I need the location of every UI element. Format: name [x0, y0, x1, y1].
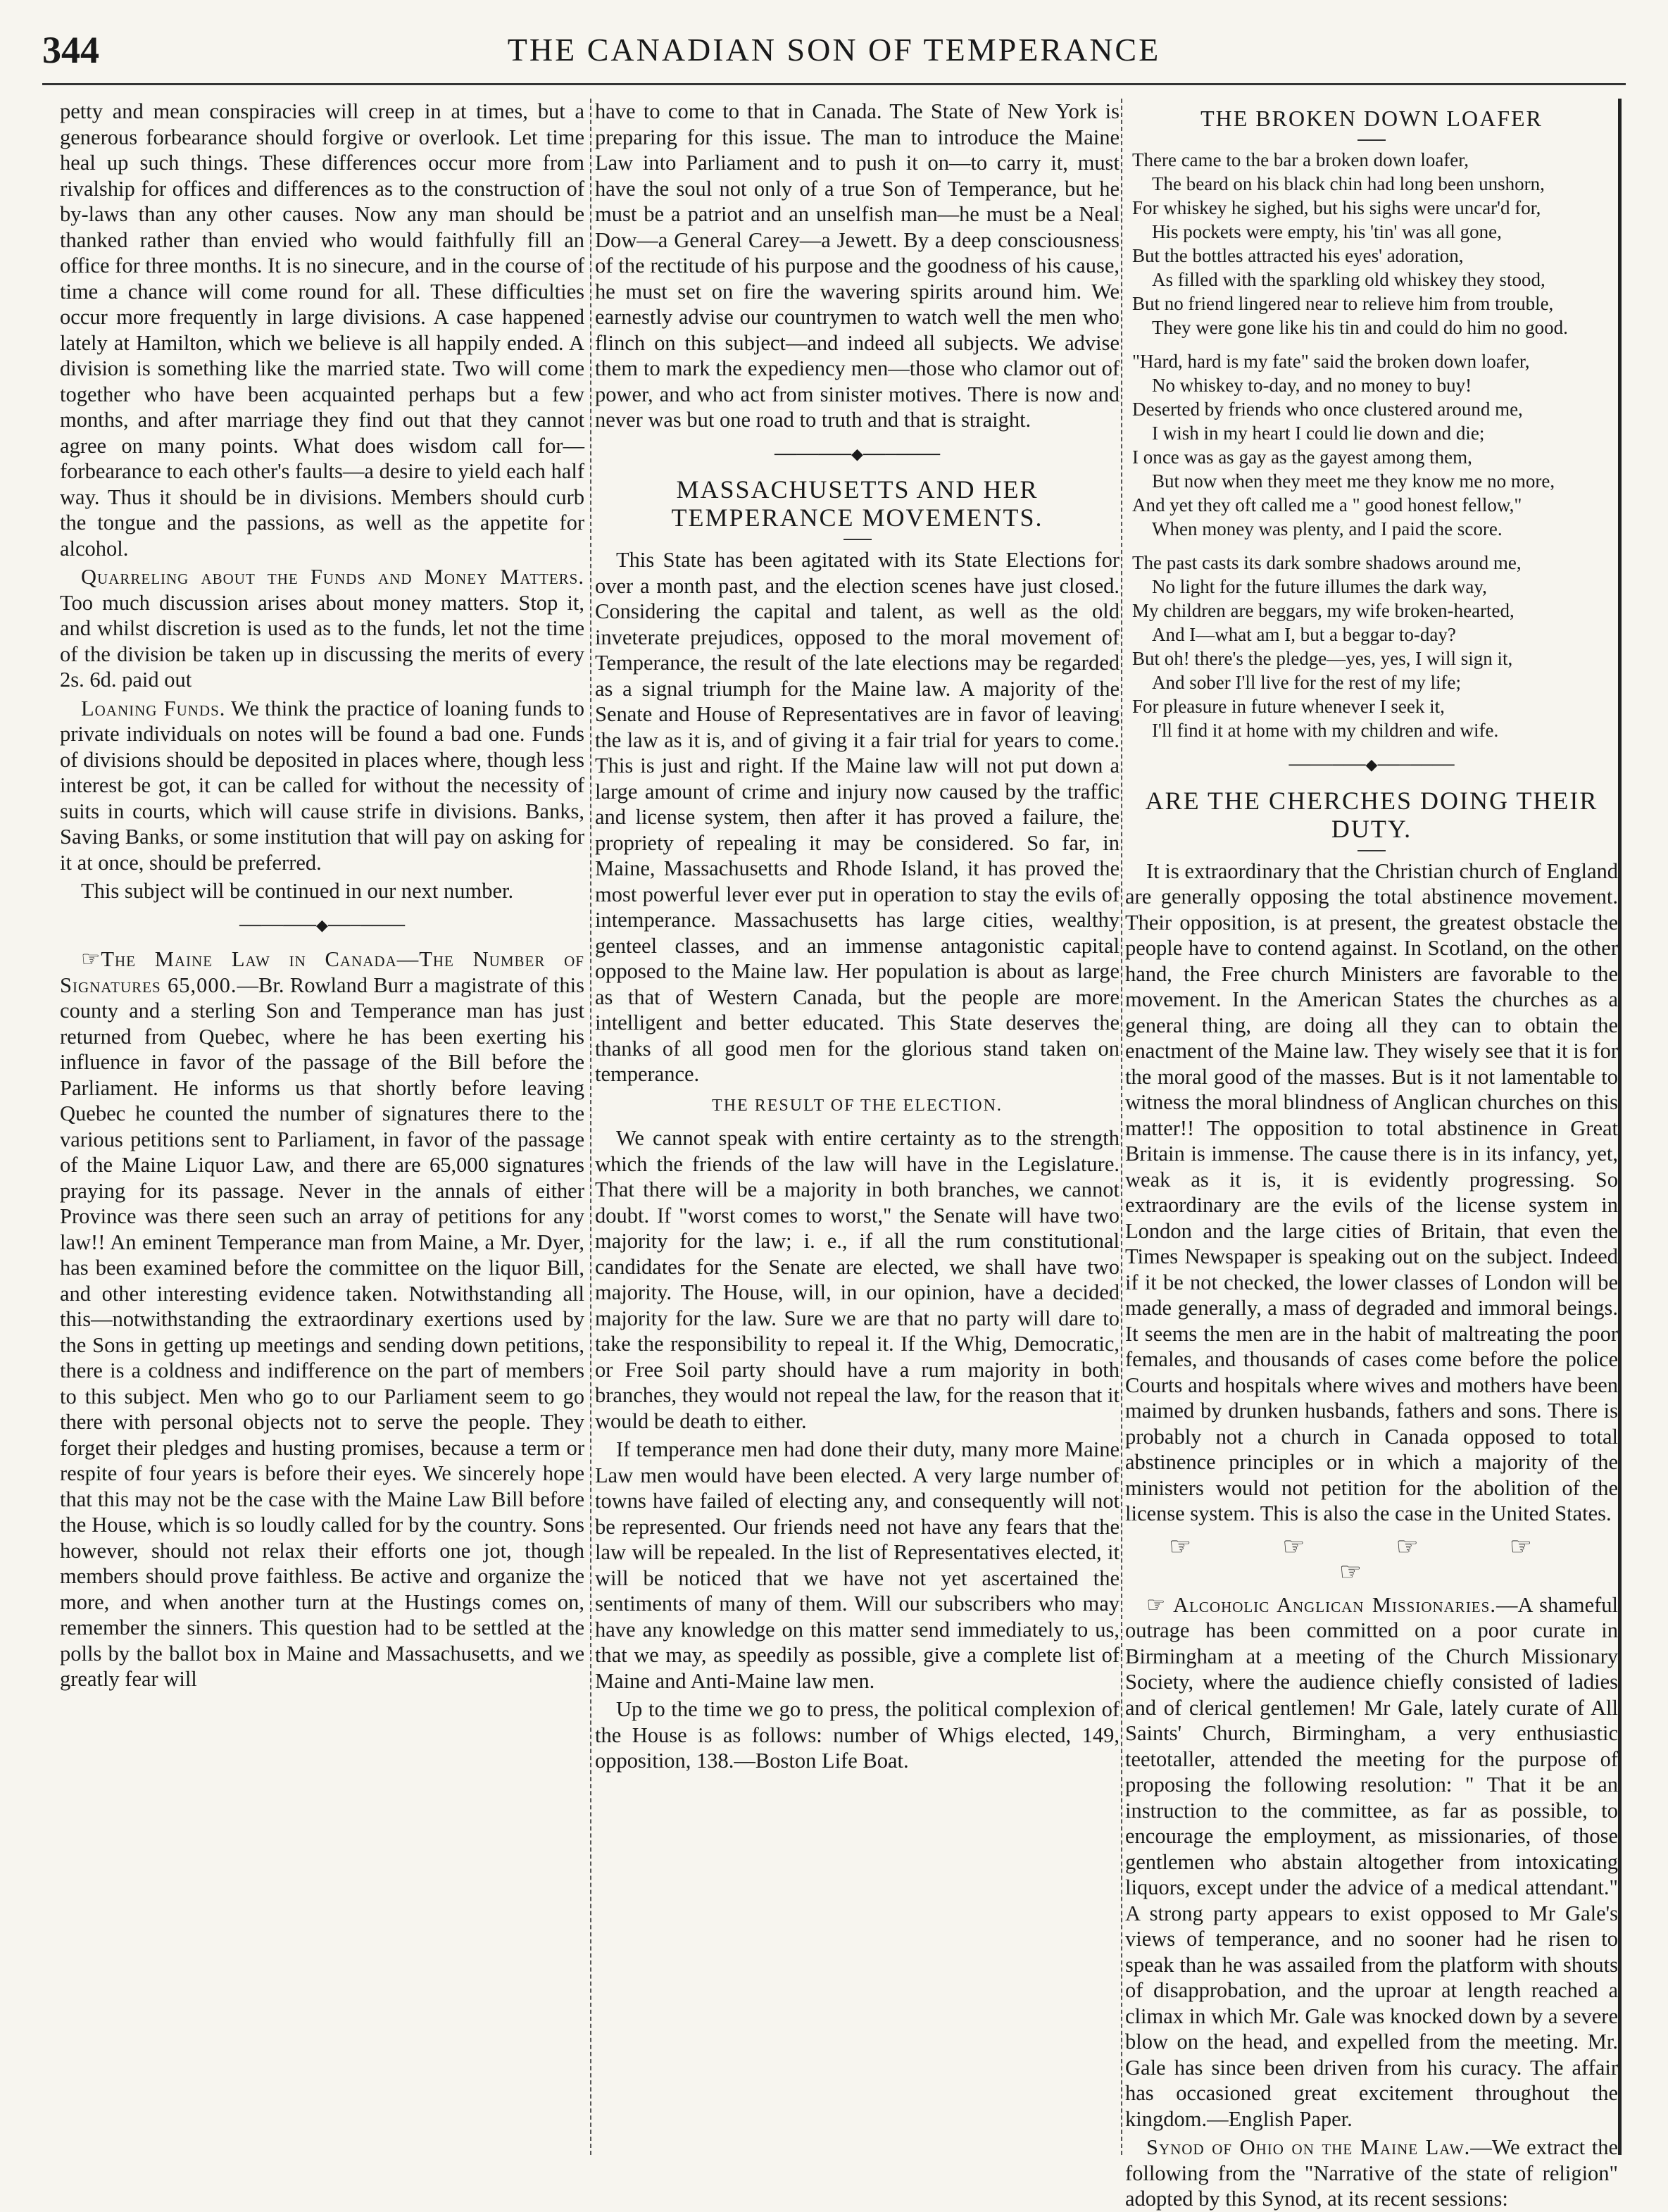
page-header: [42, 28, 1626, 77]
run-in-head: Quarreling about the Funds and Money Matters.: [81, 565, 584, 589]
poem-stanza: [1132, 349, 1618, 541]
poem-line: As filled with the sparkling old whiskey they stood,: [1152, 269, 1545, 290]
poem-stanza: [1132, 551, 1618, 742]
paragraph: petty and mean conspiracies will creep in at times, but a generous forbearance should forgive or overlook. Let time heal up such things. These differences occur more from rivalship for offices and differences as to the construction of by-laws than any other causes. Now any man should be thanked rather than envied who would faithfully fill an office for three months. It is no sinecure, and in the course of time a chance will come round for all. These difficulties occur more frequently in large divisions. A case happened lately at Hamilton, which we believe is all happily ended. A division is something like the married state. Two will come together who have been acquainted perhaps but a few months, and after marriage they find out that they cannot agree on many points. What does wisdom call for—forbearance to each other's faults—a desire to yield each half way. Thus it should be in divisions. Members should curb the tongue and the passions, as well as the appetite for alcohol.: [60, 99, 584, 561]
paragraph-text: —We extract the following from the "Narrative of the state of religion" adopted by this Synod, at its recent sessions:: [1125, 2135, 1618, 2211]
run-in-head: Loaning Funds.: [81, 696, 226, 720]
poem-line: "Hard, hard is my fate" said the broken down loafer,: [1132, 351, 1530, 372]
paragraph: [1125, 2135, 1618, 2212]
run-in-head: Synod of Ohio on the Maine Law.: [1146, 2135, 1471, 2159]
poem-line: For pleasure in future whenever I seek it,: [1132, 696, 1445, 717]
page-number: 344: [42, 29, 99, 71]
paragraph: We cannot speak with entire certainty as to the strength which the friends of the law will have in the Legislature. That there will be a majority in both branches, we cannot doubt. If "worst comes to worst," the Senate will have two majority for the law; i. e., if all the rum constitutional candidates for the Senate are elected, we shall have two majority. The House, will, in our opinion, have a decided majority for the law. Sure we are that no party will dare to take the responsibility to repeal it. If the Whig, Democratic, or Free Soil party should have a rum majority in both branches, they would not repeal the law, for the reason that it would be death to either.: [595, 1126, 1120, 1433]
poem-line: They were gone like his tin and could do him no good.: [1152, 317, 1568, 338]
column-1: [60, 99, 584, 2169]
column-2: [595, 99, 1120, 2169]
poem-title: THE BROKEN DOWN LOAFER: [1200, 106, 1543, 131]
poem: [1132, 148, 1618, 742]
column-rule: [590, 99, 591, 2155]
paragraph: Up to the time we go to press, the political complexion of the House is as follows: number of Whigs elected, 149, opposition, 138.—Boston Life Boat.: [595, 1697, 1120, 1773]
poem-line: And sober I'll live for the rest of my life;: [1152, 672, 1462, 693]
paragraph: have to come to that in Canada. The State of New York is preparing for this issue. The man to introduce the Maine Law into Parliament and to push it on—to carry it, must have the soul not only of a true Son of Temperance, but he must be a patriot and an unselfish man—he must be a Neal Dow—a General Carey—a Jewett. By a deep consciousness of the rectitude of his purpose and the goodness of his cause, he must set on fire the wavering spirits around him. We earnestly advise our countrymen to watch well the men who flinch on this subject—and indeed all subjects. We advise them to mark the expediency men—those who clamor out of power, and who act from sinister motives. There is now and never was but one road to truth and that is straight.: [595, 99, 1120, 432]
poem-line: And I—what am I, but a beggar to-day?: [1152, 624, 1456, 645]
run-in-head: ☞ Alcoholic Anglican Missionaries.: [1146, 1592, 1496, 1617]
paragraph-text: We think the practice of loaning funds to private individuals on notes will be found a bad one. Funds of divisions should be deposited in places where, though less interest be got, it can be called for without the necessity of suits in courts, which will cause strife in divisions. Banks, Saving Banks, or some institution that will pay on asking for it at once, should be preferred.: [60, 696, 584, 875]
paragraph: This subject will be continued in our next number.: [81, 879, 514, 903]
paragraph: [60, 946, 584, 1692]
paragraph: [60, 696, 584, 876]
poem-line: No light for the future illumes the dark way,: [1152, 576, 1487, 597]
poem-line: My children are beggars, my wife broken-hearted,: [1132, 600, 1515, 621]
column-3: [1125, 99, 1618, 2211]
poem-line: Deserted by friends who once clustered around me,: [1132, 399, 1523, 420]
paragraph-text: Too much discussion arises about money matters. Stop it, and whilst discretion is used as to the funds, let not the time of the division be taken up in discussing the merits of every 2s. 6d. paid out: [60, 590, 584, 692]
ornament-row: ☞ ☞ ☞ ☞ ☞: [1168, 1532, 1575, 1586]
poem-line: But the bottles attracted his eyes' adoration,: [1132, 245, 1464, 266]
section-divider: ───────◆───────: [239, 916, 406, 934]
header-rule: [42, 83, 1626, 85]
paragraph: It is extraordinary that the Christian church of England are generally opposing the total abstinence movement. Their opposition, is at present, the greatest obstacle the people have to contend against. In Scotland, on the other hand, the Free church Ministers are favorable to the movement. In the American States the churches as a general thing, are doing all they can to obtain the enactment of the Maine law. They wisely see that it is for the moral good of the masses. But is it not lamentable to witness the moral blindness of Anglican churches on this matter!! The opposition to total abstinence in Great Britain is immense. The cause there is in its infancy, yet, weak as it is, it is evidently progressing. So extraordinary are the evils of the license system in London and the large cities of Britain, that even the Times Newspaper is speaking out on the subject. Indeed if it be not checked, the lower classes of London will be made generally, a mass of degraded and immoral beings. It seems the men are in the habit of maltreating the poor females, and thousands of cases come before the police Courts and hospitals where wives and mothers have been maimed by drunken husbands, fathers and sons. There is probably not a church in Canada opposed to total abstinence principles or in which a majority of the ministers would not petition for the abolition of the license system. This is also the case in the United States.: [1125, 858, 1618, 1525]
paragraph-text: —Br. Rowland Burr a magistrate of this county and a sterling Son and Temperance man has just returned from Quebec, where he has been exerting his influence in favor of the passage of the Bill before the Parliament. He informs us that shortly before leaving Quebec he counted the number of signatures there to the various petitions sent to Parliament, in favor of the passage of the Maine Liquor Law, and there are 65,000 signatures praying for its passage. Never in the annals of either Province was there seen such an array of petitions for any law!! An eminent Temperance man from Maine, a Mr. Dyer, has been examined before the committee on the liquor Bill, and other interesting evidence taken. Notwithstanding all this—notwithstanding the extraordinary exertions used by the Sons in getting up meetings and sending down petitions, there is a coldness and indifference on the part of members to this subject. Men who go to our Parliament seem to go there with personal objects not to serve the people. They forget their pledges and husting promises, because a term or respite of four years is before their eyes. We sincerely hope that this may not be the case with the Maine Law Bill before the House, which is so loudly called for by the country. Sons however, should not relax their efforts one jot, though members should prove faithless. Be active and organize the more, and when another turn at the Hustings comes on, remember the sinners. This question had to be settled at the polls by the ballot box in Maine and Massachusetts, and we greatly fear will: [60, 973, 584, 1691]
paragraph-text: —A shameful outrage has been committed on a poor curate in Birmingham at a meeting of the Church Missionary Society, where the audience chiefly consisted of ladies and of clerical gentlemen! Mr Gale, lately curate of All Saints' Church, Birmingham, a very enthusiastic teetotaller, attended the meeting for the purpose of proposing the following resolution: " That it be an instruction to the committee, as far as possible, to encourage the employment, as missionaries, of those gentlemen who abstain altogether from intoxicating liquors, except under the advice of a medical attendant." A strong party appears to exist opposed to Mr Gale's views of temperance, and no sooner had he risen to speak than he was assailed from the platform with shouts of disapprobation, and the uproar at length reached a climax in which Mr. Gale was knocked down by a severe blow on the head, and expelled from the meeting. Mr. Gale has since been driven from his curacy. The affair has occasioned great excitement throughout the kingdom.—English Paper.: [1125, 1592, 1618, 2131]
poem-line: I once was as gay as the gayest among them,: [1132, 446, 1472, 468]
poem-line: And yet they oft called me a " good honest fellow,": [1132, 494, 1522, 515]
poem-line: The past casts its dark sombre shadows around me,: [1132, 552, 1522, 573]
poem-line: The beard on his black chin had long been unshorn,: [1152, 173, 1545, 194]
poem-line: For whiskey he sighed, but his sighs were uncar'd for,: [1132, 197, 1541, 218]
page-edge: [1618, 99, 1622, 2155]
poem-line: I wish in my heart I could lie down and die;: [1152, 423, 1485, 444]
poem-line: When money was plenty, and I paid the score.: [1152, 518, 1503, 539]
article-heading: MASSACHUSETTS AND HER TEMPERANCE MOVEMENTS.: [671, 475, 1043, 532]
run-in-head: ☞The Maine Law in Canada—The Number of Signatures 65,000.: [60, 947, 584, 997]
poem-line: His pockets were empty, his 'tin' was all gone,: [1152, 221, 1502, 242]
poem-line: There came to the bar a broken down loafer,: [1132, 149, 1469, 170]
poem-line: But no friend lingered near to relieve him from trouble,: [1132, 293, 1554, 314]
paragraph: This State has been agitated with its State Elections for over a month past, and the election scenes have just closed. Considering the capital and talent, as well as the old inveterate prejudices, opposed to the moral movement of Temperance, the result of the late elections may be regarded as a signal triumph for the Maine law. A majority of the Senate and House of Representatives are in favor of leaving the law as it is, and of giving it a fair trial for years to come. This is just and right. If the Maine law will not put down a large amount of crime and injury now caused by the traffic and license system, then after it has proved a failure, the propriety of repealing it may be considered. So far, in Maine, Massachusetts and Rhode Island, it has proved the most powerful lever ever put in operation to stay the evils of intemperance. Massachusetts has large cities, wealthy genteel classes, and an immense antagonistic capital opposed to the Maine law. Her population is about as large as that of Western Canada, but the people are more intelligent and better educated. This State deserves the thanks of all good men for the glorious stand taken on temperance.: [595, 548, 1120, 1086]
poem-stanza: [1132, 148, 1618, 339]
running-title: THE CANADIAN SON OF TEMPERANCE: [507, 32, 1161, 68]
poem-line: But now when they meet me they know me no more,: [1152, 470, 1555, 492]
heading-rule: [1357, 850, 1386, 851]
heading-rule: [1357, 139, 1386, 141]
poem-line: I'll find it at home with my children and wife.: [1152, 720, 1499, 741]
column-rule: [1121, 99, 1122, 2155]
section-divider: ───────◆───────: [774, 444, 941, 463]
poem-line: But oh! there's the pledge—yes, yes, I will sign it,: [1132, 648, 1513, 669]
paragraph: [60, 564, 584, 693]
subheading: THE RESULT OF THE ELECTION.: [712, 1096, 1003, 1115]
article-heading: ARE THE CHERCHES DOING THEIR DUTY.: [1145, 786, 1598, 843]
paragraph: If temperance men had done their duty, many more Maine Law men would have been elected. A very large number of towns have failed of electing any, and consequently will not be represented. Our friends need not have any fears that the law will be repealed. In the list of Representatives elected, it will be noticed that we have not yet ascertained the sentiments of many of them. Will our subscribers who may have any knowledge on this matter send immediately to us, that we may, as speedily as possible, give a complete list of Maine and Anti-Maine law men.: [595, 1437, 1120, 1693]
heading-rule: [844, 539, 872, 540]
poem-line: No whiskey to-day, and no money to buy!: [1152, 375, 1472, 396]
paragraph: [1125, 1592, 1618, 2132]
section-divider: ───────◆───────: [1288, 756, 1455, 773]
